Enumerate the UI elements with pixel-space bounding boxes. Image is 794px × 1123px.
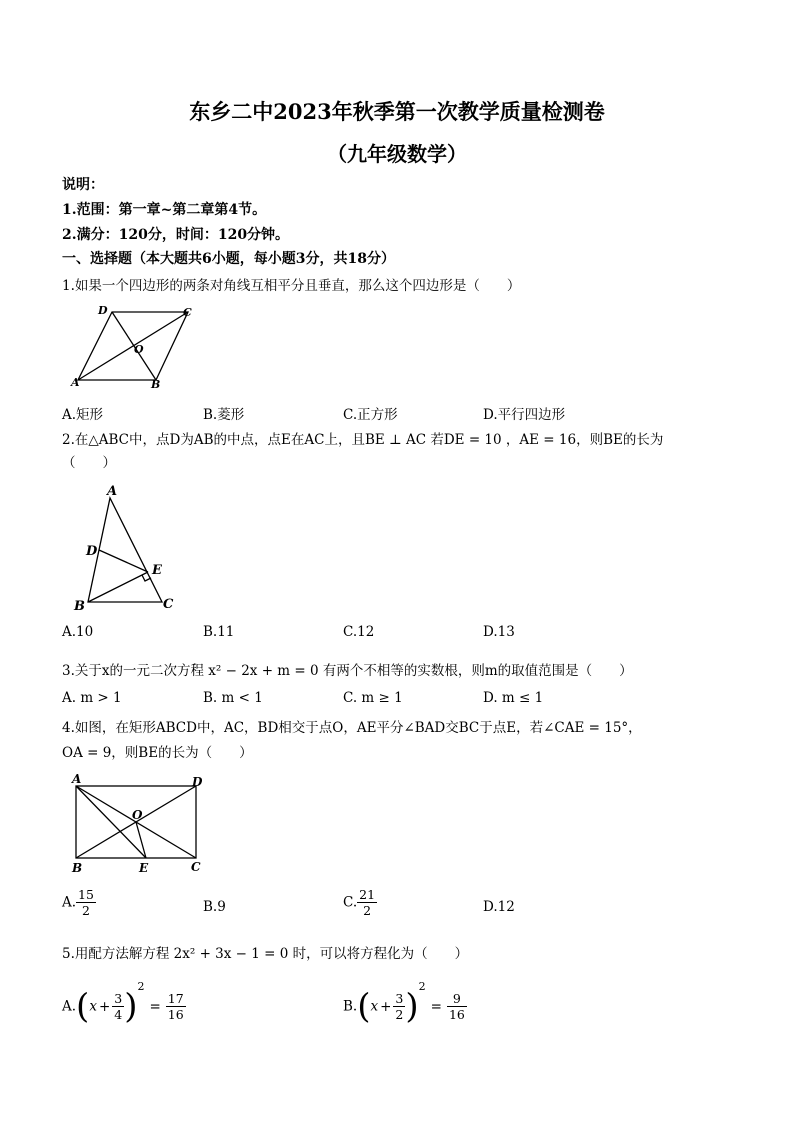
q5-option-b-result-num: 9	[447, 991, 467, 1007]
q2-option-b[interactable]: B.11	[203, 624, 235, 640]
q4-option-d[interactable]: D.12	[483, 899, 515, 915]
q1-label-c: C	[183, 306, 192, 319]
q4-label-c: C	[191, 860, 201, 874]
q5-option-a-plus: +	[98, 998, 111, 1015]
q4-option-b[interactable]: B.9	[203, 899, 226, 915]
q5-option-a-inner-num: 3	[114, 991, 123, 1006]
question-1-figure	[62, 300, 202, 392]
q5-option-a-result-den: 16	[167, 1007, 184, 1022]
q5-option-a-eq: =	[149, 998, 161, 1015]
q2-label-a: A	[107, 484, 118, 499]
q1-label-d: D	[98, 304, 108, 317]
question-1-stem: 1.如果一个四边形的两条对角线互相平分且垂直，那么这个四边形是（ ）	[62, 278, 521, 294]
q5-option-b-prefix: B.	[343, 998, 358, 1015]
q2-option-c[interactable]: C.12	[343, 624, 375, 640]
q2-option-d[interactable]: D.13	[483, 624, 515, 640]
q3-option-d[interactable]: D. m ≤ 1	[483, 690, 544, 706]
q5-option-b-result-den: 16	[448, 1007, 465, 1022]
notes-line-2: 2.满分：120分，时间：120分钟。	[62, 227, 290, 243]
q5-option-a-inner-den: 4	[114, 1007, 123, 1022]
q5-option-b-right-paren: )	[405, 986, 419, 1027]
q5-option-a-result-num: 17	[167, 991, 184, 1006]
q1-option-c[interactable]: C.正方形	[343, 407, 398, 423]
q4-label-e: E	[139, 861, 149, 875]
q3-option-b[interactable]: B. m < 1	[203, 690, 263, 706]
q5-option-b-inner-num: 3	[395, 991, 404, 1006]
question-4-stem-cont: OA = 9，则BE的长为（ ）	[62, 745, 253, 761]
q4-label-b: B	[72, 861, 83, 875]
q4-option-a-numerator: 15	[78, 887, 94, 902]
q5-option-b-exp: 2	[418, 980, 426, 993]
q5-option-a-exp: 2	[137, 980, 145, 993]
q4-option-a[interactable]	[62, 887, 96, 918]
q4-option-c-numerator: 21	[359, 887, 376, 902]
q4-option-c-fraction	[357, 887, 377, 918]
q4-option-c[interactable]	[343, 887, 377, 918]
page-subtitle: （九年级数学）	[327, 142, 467, 166]
q5-option-a-right-paren: )	[124, 986, 138, 1027]
q2-label-b: B	[74, 599, 85, 614]
question-2-stem-cont: （ ）	[62, 455, 116, 471]
q5-option-b-inner-fraction	[393, 991, 405, 1022]
q1-option-b[interactable]: B.菱形	[203, 407, 245, 423]
q4-label-o: O	[132, 808, 143, 822]
q5-option-b-plus: +	[380, 998, 392, 1015]
q5-option-a-left-paren: (	[76, 986, 90, 1027]
q3-option-a[interactable]: A. m > 1	[62, 690, 122, 706]
page-title: 东乡二中2023年秋季第一次教学质量检测卷	[189, 99, 605, 124]
q1-label-b: B	[151, 378, 161, 391]
q5-option-a-var: x	[89, 998, 97, 1015]
q4-option-a-prefix: A.	[62, 894, 77, 911]
q5-option-b[interactable]	[343, 980, 467, 1027]
q2-label-c: C	[163, 597, 174, 612]
q4-option-a-fraction	[76, 887, 96, 918]
q2-label-d: D	[86, 544, 98, 559]
q5-option-b-result-fraction	[447, 991, 467, 1022]
q5-option-b-var: x	[370, 998, 379, 1015]
question-4-stem: 4.如图，在矩形ABCD中，AC，BD相交于点O，AE平分∠BAD交BC于点E，若∠CAE = 15°，	[62, 720, 642, 736]
q4-option-c-prefix: C.	[343, 894, 358, 911]
q2-label-e: E	[152, 563, 162, 578]
notes-heading: 说明：	[62, 177, 104, 193]
q5-option-a[interactable]	[62, 980, 186, 1027]
q1-option-d[interactable]: D.平行四边形	[483, 407, 566, 423]
q4-option-c-denominator: 2	[363, 903, 372, 918]
notes-line-1: 1.范围：第一章~第二章第4节。	[62, 202, 267, 218]
q5-option-a-result-fraction	[166, 991, 186, 1022]
question-5-stem: 5.用配方法解方程 2x² + 3x − 1 = 0 时，可以将方程化为（ ）	[62, 946, 469, 962]
q1-option-a[interactable]: A.矩形	[62, 407, 104, 423]
section-heading: 一、选择题（本大题共6小题，每小题3分，共18分）	[62, 251, 395, 267]
q5-option-b-inner-den: 2	[395, 1007, 404, 1022]
q5-option-b-left-paren: (	[357, 986, 371, 1027]
q3-option-c[interactable]: C. m ≥ 1	[343, 690, 403, 706]
question-2-figure	[70, 480, 190, 616]
question-3-stem: 3.关于x的一元二次方程 x² − 2x + m = 0 有两个不相等的实数根，则m的取值范围是（ ）	[62, 663, 633, 679]
question-2-stem: 2.在△ABC中，点D为AB的中点，点E在AC上，且BE ⊥ AC 若DE = 10 ，AE = 16，则BE的长为	[62, 432, 664, 448]
q1-label-a: A	[71, 376, 80, 389]
q1-label-o: O	[134, 343, 144, 356]
q2-option-a[interactable]: A.10	[62, 624, 94, 640]
q5-option-a-prefix: A.	[62, 998, 77, 1015]
question-4-figure	[66, 772, 216, 878]
q4-label-d: D	[192, 775, 203, 789]
q4-label-a: A	[72, 772, 82, 786]
q5-option-b-eq: =	[430, 998, 442, 1015]
q5-option-a-inner-fraction	[112, 991, 124, 1022]
q4-option-a-denominator: 2	[82, 903, 90, 918]
